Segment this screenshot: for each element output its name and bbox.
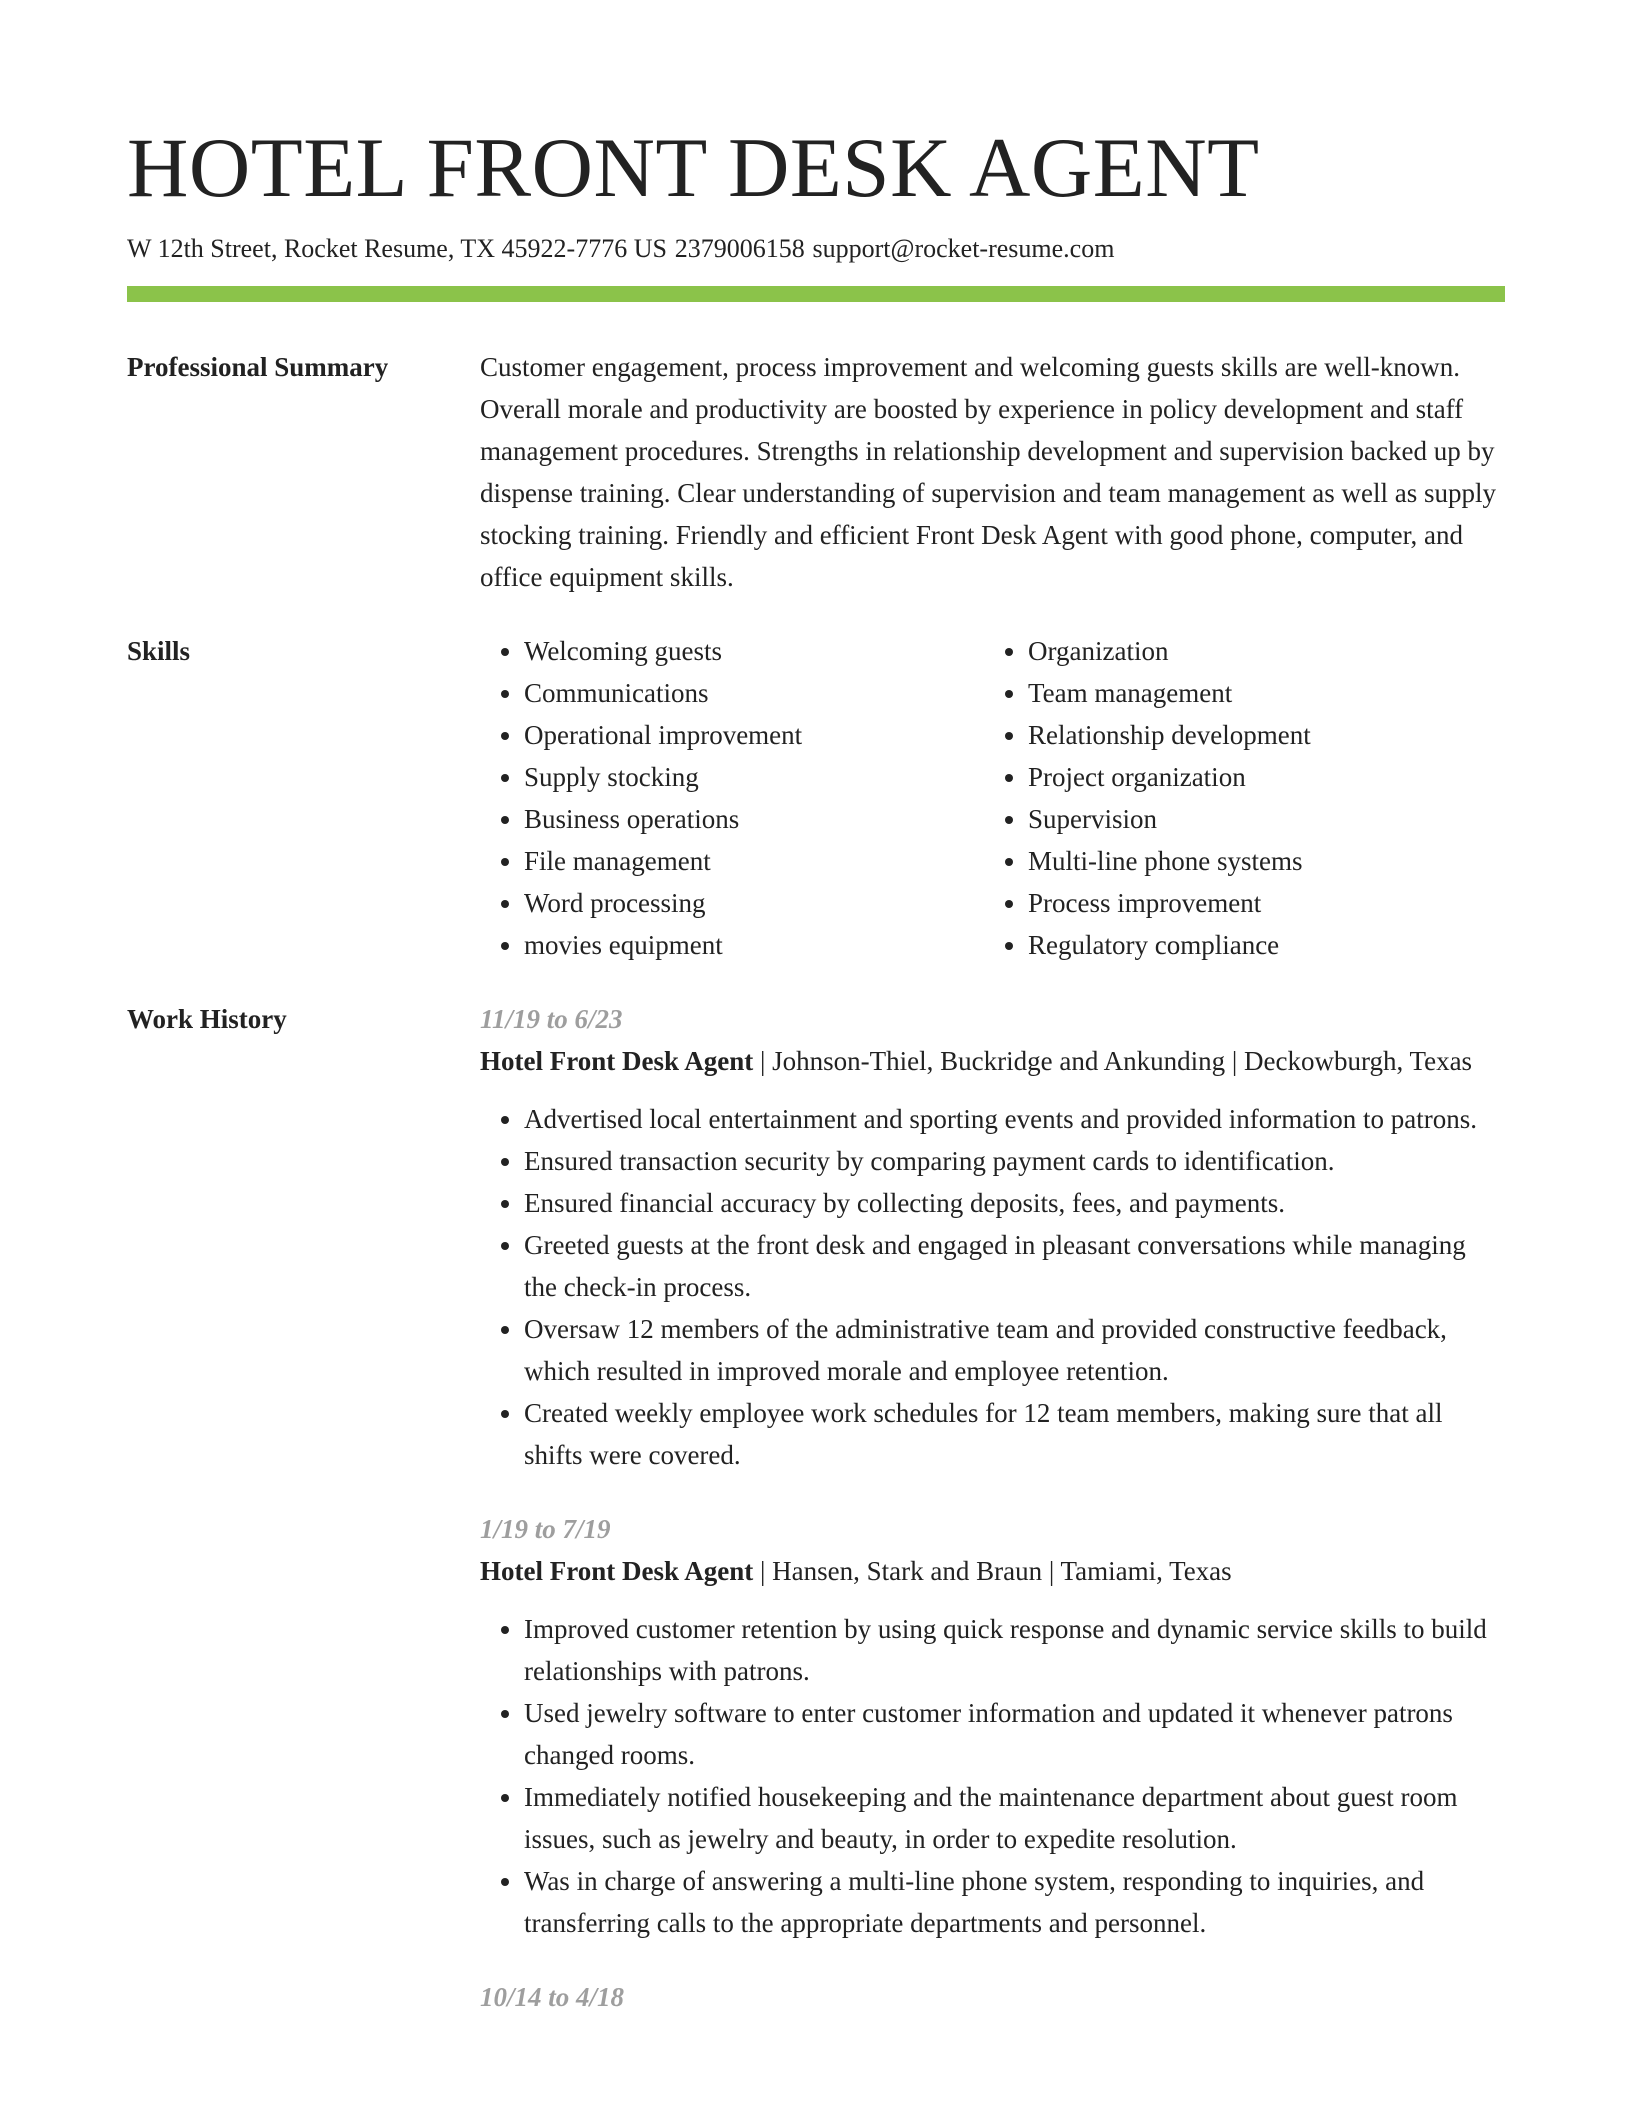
job-bullet: • Created weekly employee work schedules for 12 team members, making sure that all shifts were covered. xyxy=(524,1392,1505,1476)
job-details: | Hansen, Stark and Braun | Tamiami, Texas xyxy=(753,1556,1232,1586)
summary-text: Customer engagement, process improvement and welcoming guests skills are well-known. Overall morale and productivity are boosted by experience in policy development and staff management procedures. Strengths in relationship development and supervision backed up by dispense training. Clear understanding of supervision and team management as well as supply stocking training. Friendly and efficient Front Desk Agent with good phone, computer, and office equipment skills. xyxy=(480,352,1497,592)
skill-item: • Organization xyxy=(1028,630,1488,672)
job-title-line xyxy=(480,1040,1505,1082)
job-bullet: • Oversaw 12 members of the administrative team and provided constructive feedback, which resulted in improved morale and employee retention. xyxy=(524,1308,1505,1392)
skill-item: • Word processing xyxy=(524,882,984,924)
job-dates: 11/19 to 6/23 xyxy=(480,1004,623,1034)
skill-item: • Business operations xyxy=(524,798,984,840)
work-history-heading: Work History xyxy=(127,1004,287,1034)
contact-address: W 12th Street, Rocket Resume, TX 45922-7776 US xyxy=(127,234,667,263)
job-bullet: • Immediately notified housekeeping and the maintenance department about guest room issues, such as jewelry and beauty, in order to expedite resolution. xyxy=(524,1776,1505,1860)
skill-item: • Project organization xyxy=(1028,756,1488,798)
contact-phone: 2379006158 xyxy=(674,234,805,263)
contact-email: support@rocket-resume.com xyxy=(812,234,1115,263)
job-dates: 10/14 to 4/18 xyxy=(480,1982,625,2012)
skill-item: • Supply stocking xyxy=(524,756,984,798)
skills-list-right xyxy=(984,630,1488,966)
job-bullet: • Improved customer retention by using quick response and dynamic service skills to build relationships with patrons. xyxy=(524,1608,1505,1692)
job-bullet: • Ensured transaction security by comparing payment cards to identification. xyxy=(524,1140,1505,1182)
skill-item: • Welcoming guests xyxy=(524,630,984,672)
skill-item: • Process improvement xyxy=(1028,882,1488,924)
job-bullet: • Greeted guests at the front desk and engaged in pleasant conversations while managing the check-in process. xyxy=(524,1224,1505,1308)
job-title: Hotel Front Desk Agent xyxy=(480,1556,754,1586)
skills-body xyxy=(480,630,1505,966)
job-bullets xyxy=(480,1098,1505,1476)
skill-item: • Operational improvement xyxy=(524,714,984,756)
skill-item: • movies equipment xyxy=(524,924,984,966)
skill-item: • Communications xyxy=(524,672,984,714)
resume-title: HOTEL FRONT DESK AGENT xyxy=(127,121,1260,215)
job-title-line xyxy=(480,1550,1505,1592)
job-bullets xyxy=(480,1608,1505,1944)
contact-line xyxy=(127,228,1114,270)
job-entry xyxy=(480,998,1505,1476)
job-title: Hotel Front Desk Agent xyxy=(480,1046,754,1076)
job-bullet: • Was in charge of answering a multi-line phone system, responding to inquiries, and transferring calls to the appropriate departments and personnel. xyxy=(524,1860,1505,1944)
skills-list-left xyxy=(480,630,984,966)
summary-heading: Professional Summary xyxy=(127,352,389,382)
job-entry xyxy=(480,1976,1505,2018)
job-dates: 1/19 to 7/19 xyxy=(480,1514,611,1544)
job-details: | Johnson-Thiel, Buckridge and Ankunding | Deckowburgh, Texas xyxy=(753,1046,1473,1076)
skill-item: • Supervision xyxy=(1028,798,1488,840)
skills-columns xyxy=(480,630,1505,966)
skill-item: • Regulatory compliance xyxy=(1028,924,1488,966)
header-divider xyxy=(127,286,1505,302)
skill-item: • Multi-line phone systems xyxy=(1028,840,1488,882)
job-entry xyxy=(480,1508,1505,1944)
job-bullet: • Advertised local entertainment and sporting events and provided information to patrons. xyxy=(524,1098,1505,1140)
skills-heading: Skills xyxy=(127,636,191,666)
skill-item: • File management xyxy=(524,840,984,882)
summary-body xyxy=(480,346,1505,598)
job-bullet: • Used jewelry software to enter customer information and updated it whenever patrons changed rooms. xyxy=(524,1692,1505,1776)
job-bullet: • Ensured financial accuracy by collecting deposits, fees, and payments. xyxy=(524,1182,1505,1224)
skill-item: • Relationship development xyxy=(1028,714,1488,756)
skill-item: • Team management xyxy=(1028,672,1488,714)
work-history-body xyxy=(480,998,1505,2050)
